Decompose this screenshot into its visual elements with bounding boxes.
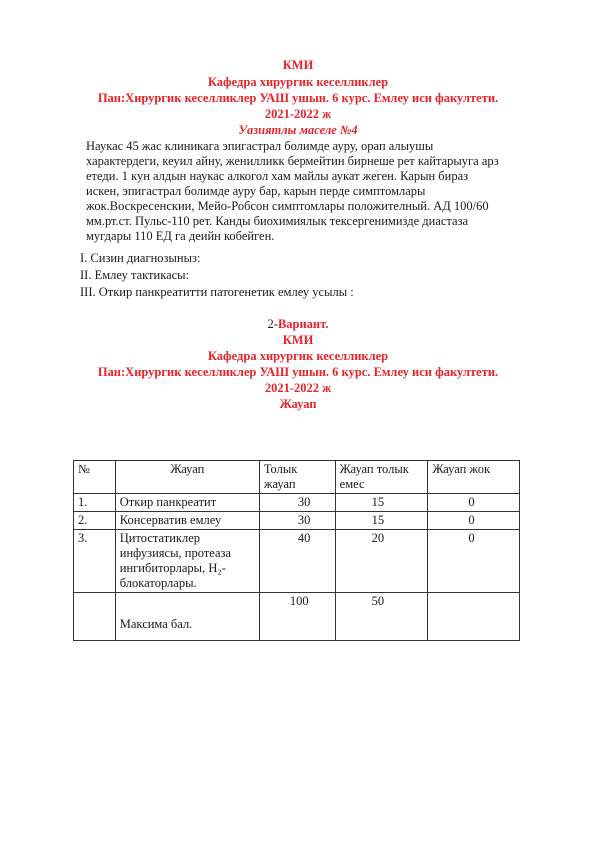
total-label: Максима бал. <box>115 593 259 641</box>
row-number: 3. <box>74 530 116 593</box>
row-none-score: 0 <box>428 530 520 593</box>
answer-table <box>73 460 520 641</box>
academic-year: 2021-2022 ж <box>264 107 332 121</box>
row-partial-score: 15 <box>335 512 428 530</box>
task-title: Уазиятлы маселе №4 <box>238 123 358 137</box>
row-none-score: 0 <box>428 512 520 530</box>
course-line-2: Пан:Хирургик кеселликлер УАШ ушын. 6 курс. Емлеу иси факултети. <box>97 365 499 379</box>
col-header-answer: Жауап <box>115 461 259 494</box>
table-header-row <box>74 461 520 494</box>
variant-label <box>0 317 596 331</box>
row-none-score: 0 <box>428 494 520 512</box>
row-answer: Консерватив емлеу <box>115 512 259 530</box>
case-line: Наукас 45 жас клиникага эпигастрал болимде ауру, орап алыушы <box>86 139 434 153</box>
variant-number: 2- <box>267 317 278 331</box>
department-title: Кафедра хирургик кеселликлер <box>207 75 389 89</box>
answer-title: Жауап <box>279 397 317 411</box>
col-header-partial: Жауап толык емес <box>335 461 428 494</box>
table-total-row <box>74 593 520 641</box>
total-none-score <box>428 593 520 641</box>
row-number: 2. <box>74 512 116 530</box>
row-full-score: 30 <box>259 512 335 530</box>
table-row <box>74 494 520 512</box>
row-full-score: 40 <box>259 530 335 593</box>
question-2: II. Емлеу тактикасы: <box>80 268 190 282</box>
row-partial-score: 15 <box>335 494 428 512</box>
col-header-none: Жауап жок <box>428 461 520 494</box>
department-title-2: Кафедра хирургик кеселликлер <box>207 349 389 363</box>
case-line: мугдары 110 ЕД га деийн кобейген. <box>86 229 275 243</box>
case-line: етеди. 1 кун алдын наукас алкогол хам майлы аукат жеген. Карын бираз <box>86 169 469 183</box>
col-header-number: № <box>74 461 116 494</box>
case-line: жок.Воскресенскии, Мейо-Робсон симптомлары положителный. АД 100/60 <box>86 199 489 213</box>
case-line: искен, эпигастрал болимде ауру бар, карын перде симптомлары <box>86 184 426 198</box>
case-description <box>86 139 566 244</box>
question-3: III. Откир панкреатитти патогенетик емлеу усылы : <box>80 285 354 299</box>
course-line: Пан:Хирургик кеселликлер УАШ ушын. 6 курс. Емлеу иси факултети. <box>97 91 499 105</box>
academic-year-2: 2021-2022 ж <box>264 381 332 395</box>
variant-word: Вариант. <box>277 317 329 331</box>
case-line: мм.рт.ст. Пульс-110 рет. Канды биохимиялык тексергенимизде диастаза <box>86 214 469 228</box>
row-partial-score: 20 <box>335 530 428 593</box>
row-answer: Откир панкреатит <box>115 494 259 512</box>
col-header-full: Толык жауап <box>259 461 335 494</box>
question-1: I. Сизин диагнозыныз: <box>80 251 201 265</box>
case-line: характердеги, кеуил айну, женилликк бермейтин бирнеше рет кайтарыуга арз <box>86 154 499 168</box>
table-row <box>74 530 520 593</box>
org-title-2: КМИ <box>282 333 314 347</box>
row-answer: Цитостатиклер инфузиясы, протеаза ингибиторлары, Н₂-блокаторлары. <box>115 530 259 593</box>
row-number: 1. <box>74 494 116 512</box>
total-full-score: 100 <box>259 593 335 641</box>
org-title: КМИ <box>282 58 314 72</box>
row-full-score: 30 <box>259 494 335 512</box>
total-partial-score: 50 <box>335 593 428 641</box>
table-row <box>74 512 520 530</box>
total-number <box>74 593 116 641</box>
